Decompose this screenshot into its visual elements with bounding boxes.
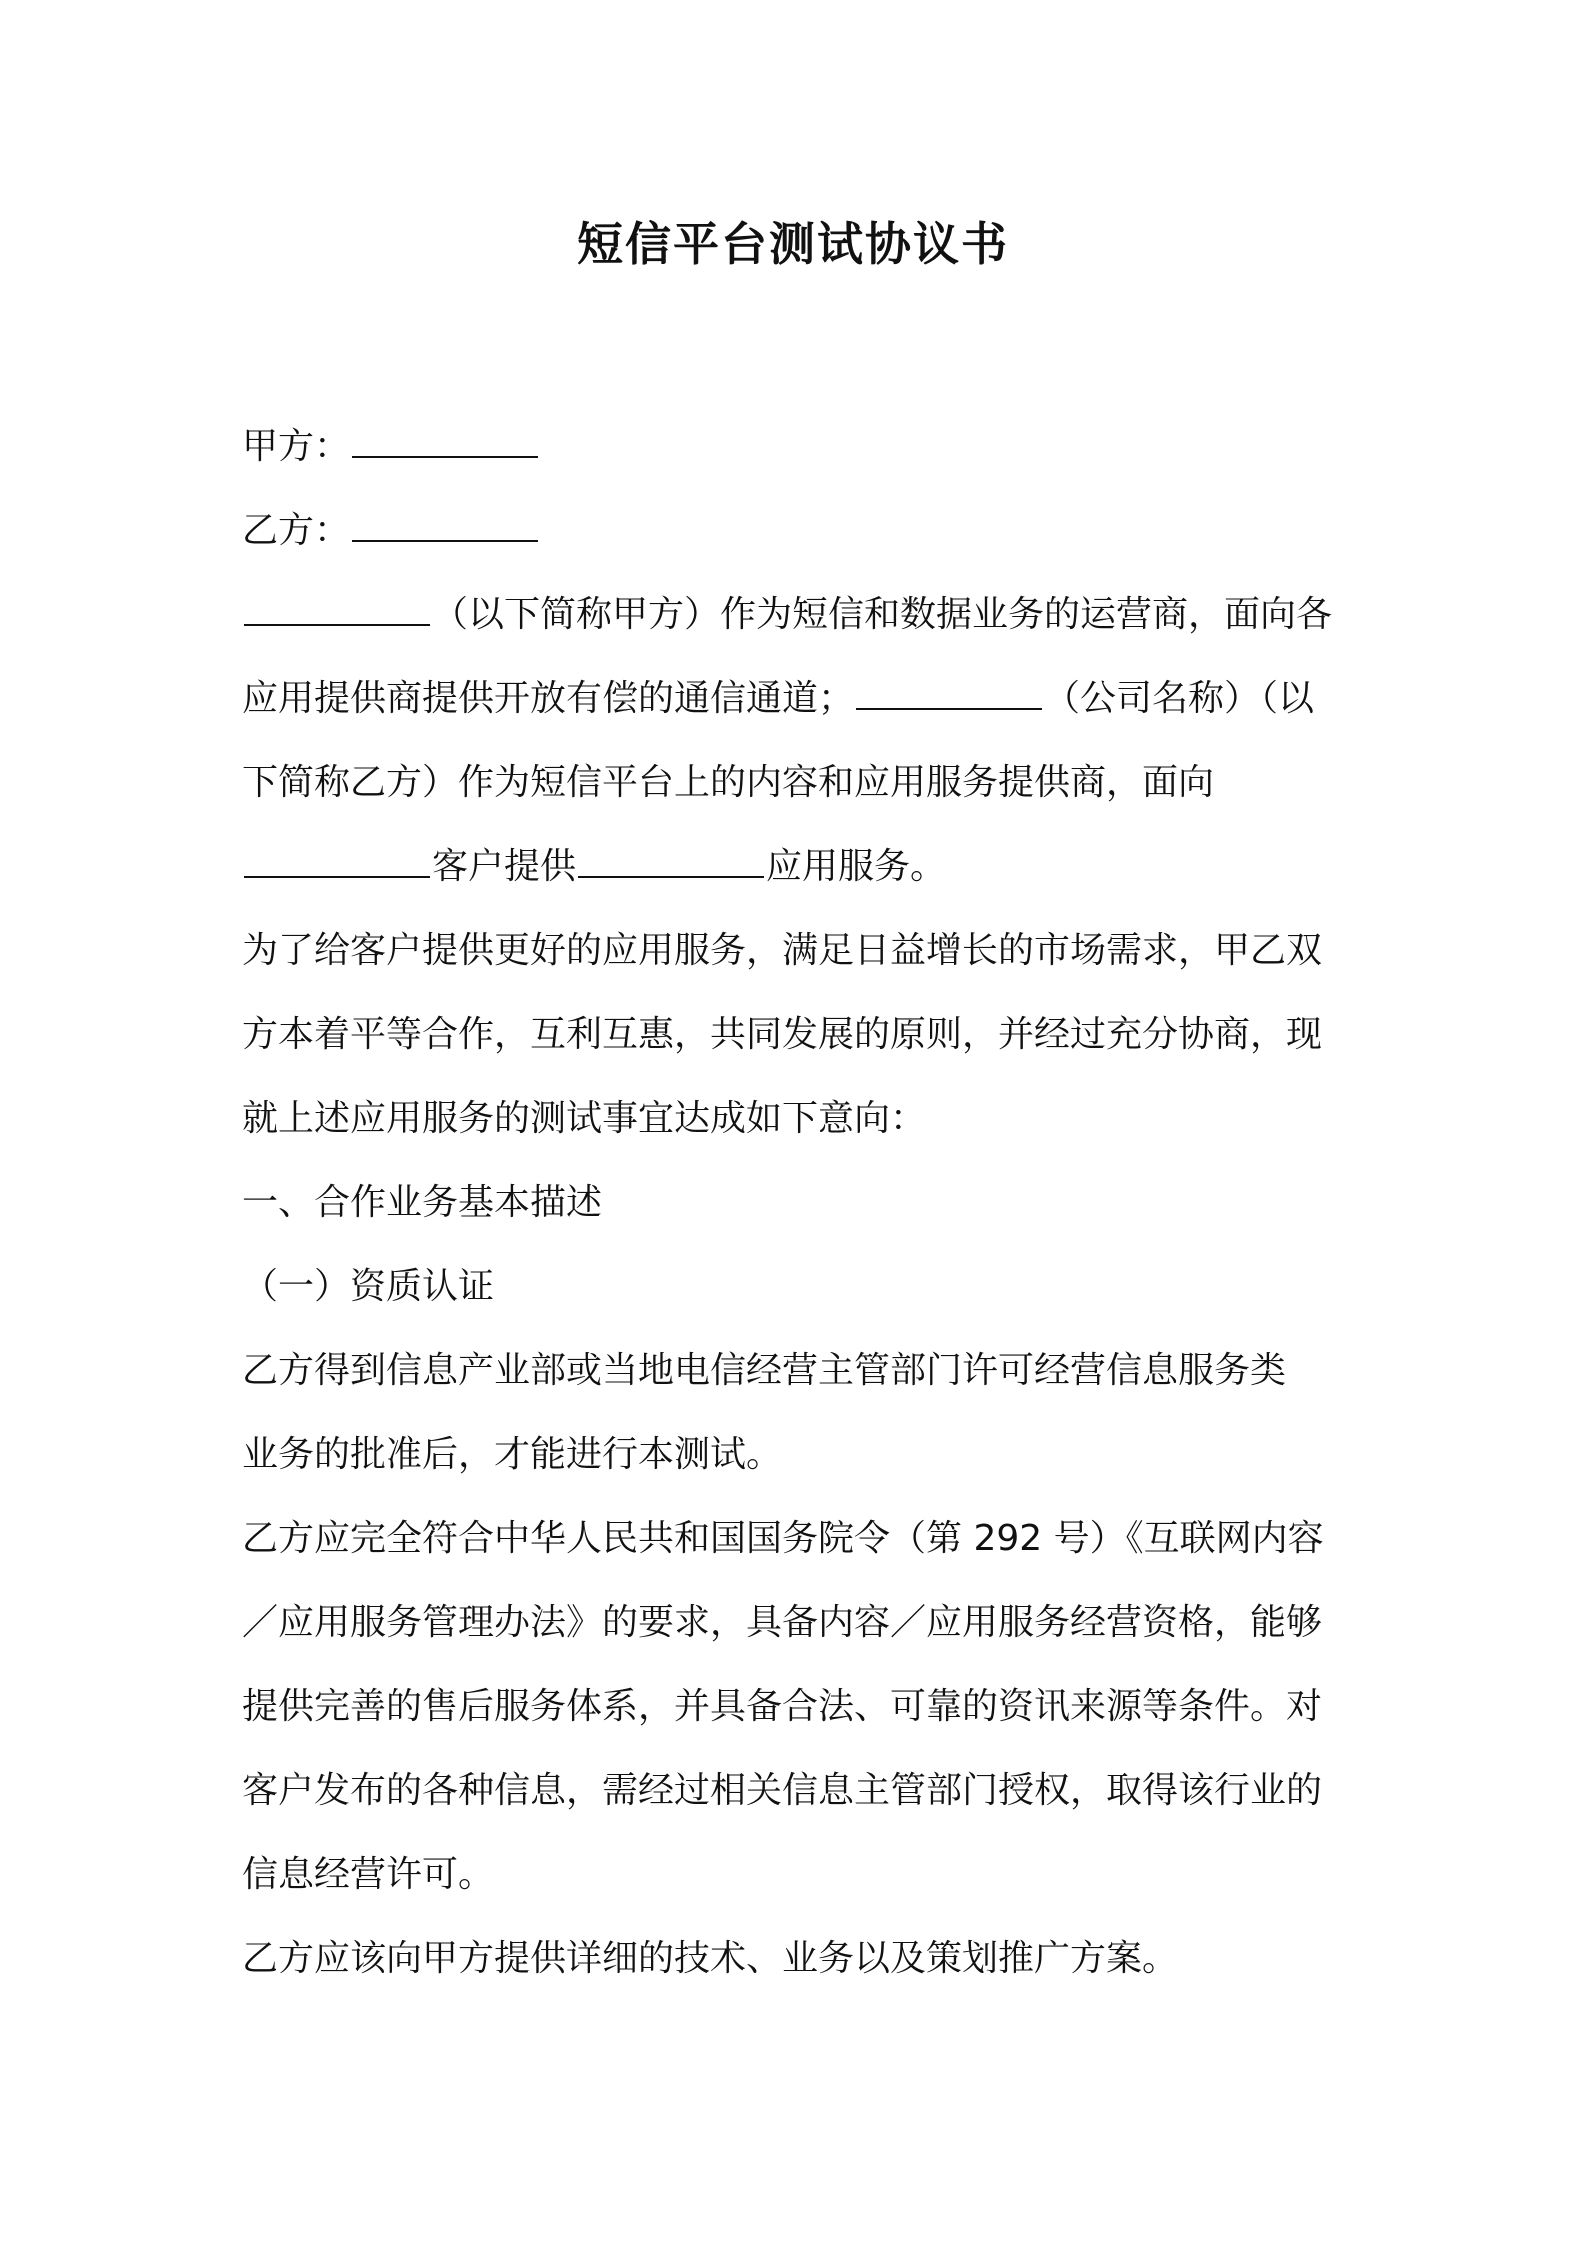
intro-text-4b: 应用服务。 xyxy=(766,846,947,887)
intro-text-2a: 应用提供商提供开放有偿的通信通道； xyxy=(242,678,855,719)
intro-line-1 xyxy=(242,573,1360,657)
intro-text-1: （以下简称甲方）作为短信和数据业务的运营商，面向各 xyxy=(432,594,1333,635)
intro-line-2 xyxy=(242,657,1360,741)
paragraph-3-line-1: 乙方应该向甲方提供详细的技术、业务以及策划推广方案。 xyxy=(242,1938,1179,1979)
party-b-line xyxy=(242,489,1360,573)
subsection-heading-1: （一）资质认证 xyxy=(242,1266,495,1307)
intro-line-4 xyxy=(242,825,1360,909)
intro-blank-4 xyxy=(578,856,764,878)
party-a-line xyxy=(242,405,1360,489)
intro-blank-1 xyxy=(244,604,430,626)
paragraph-2-line-4: 客户发布的各种信息，需经过相关信息主管部门授权，取得该行业的 xyxy=(242,1770,1323,1811)
document-body xyxy=(242,405,1360,2001)
document-title: 短信平台测试协议书 xyxy=(577,217,1009,271)
party-b-label: 乙方： xyxy=(242,510,351,551)
intro-text-4a: 客户提供 xyxy=(432,846,577,887)
purpose-line-3: 就上述应用服务的测试事宜达成如下意向： xyxy=(242,1098,927,1139)
intro-text-3: 下简称乙方）作为短信平台上的内容和应用服务提供商，面向 xyxy=(242,762,1215,803)
paragraph-2-line-5: 信息经营许可。 xyxy=(242,1854,495,1895)
paragraph-1-line-1: 乙方得到信息产业部或当地电信经营主管部门许可经营信息服务类 xyxy=(242,1350,1287,1391)
party-a-label: 甲方： xyxy=(242,426,351,467)
paragraph-2-line-3: 提供完善的售后服务体系，并具备合法、可靠的资讯来源等条件。对 xyxy=(242,1686,1323,1727)
intro-line-3 xyxy=(242,741,1360,825)
intro-text-2b: （公司名称）（以 xyxy=(1044,678,1315,719)
paragraph-2-line-2: ／应用服务管理办法》的要求，具备内容／应用服务经营资格，能够 xyxy=(242,1602,1323,1643)
purpose-line-1: 为了给客户提供更好的应用服务，满足日益增长的市场需求，甲乙双 xyxy=(242,930,1323,971)
intro-blank-3 xyxy=(244,856,430,878)
party-a-blank xyxy=(352,436,538,458)
paragraph-1-line-2: 业务的批准后，才能进行本测试。 xyxy=(242,1434,783,1475)
paragraph-2-line-1: 乙方应完全符合中华人民共和国国务院令（第 292 号）《互联网内容 xyxy=(242,1518,1324,1559)
intro-blank-2 xyxy=(856,688,1042,710)
section-heading-1: 一、合作业务基本描述 xyxy=(242,1182,603,1223)
purpose-line-2: 方本着平等合作，互利互惠，共同发展的原则，并经过充分协商，现 xyxy=(242,1014,1323,1055)
party-b-blank xyxy=(352,520,538,542)
